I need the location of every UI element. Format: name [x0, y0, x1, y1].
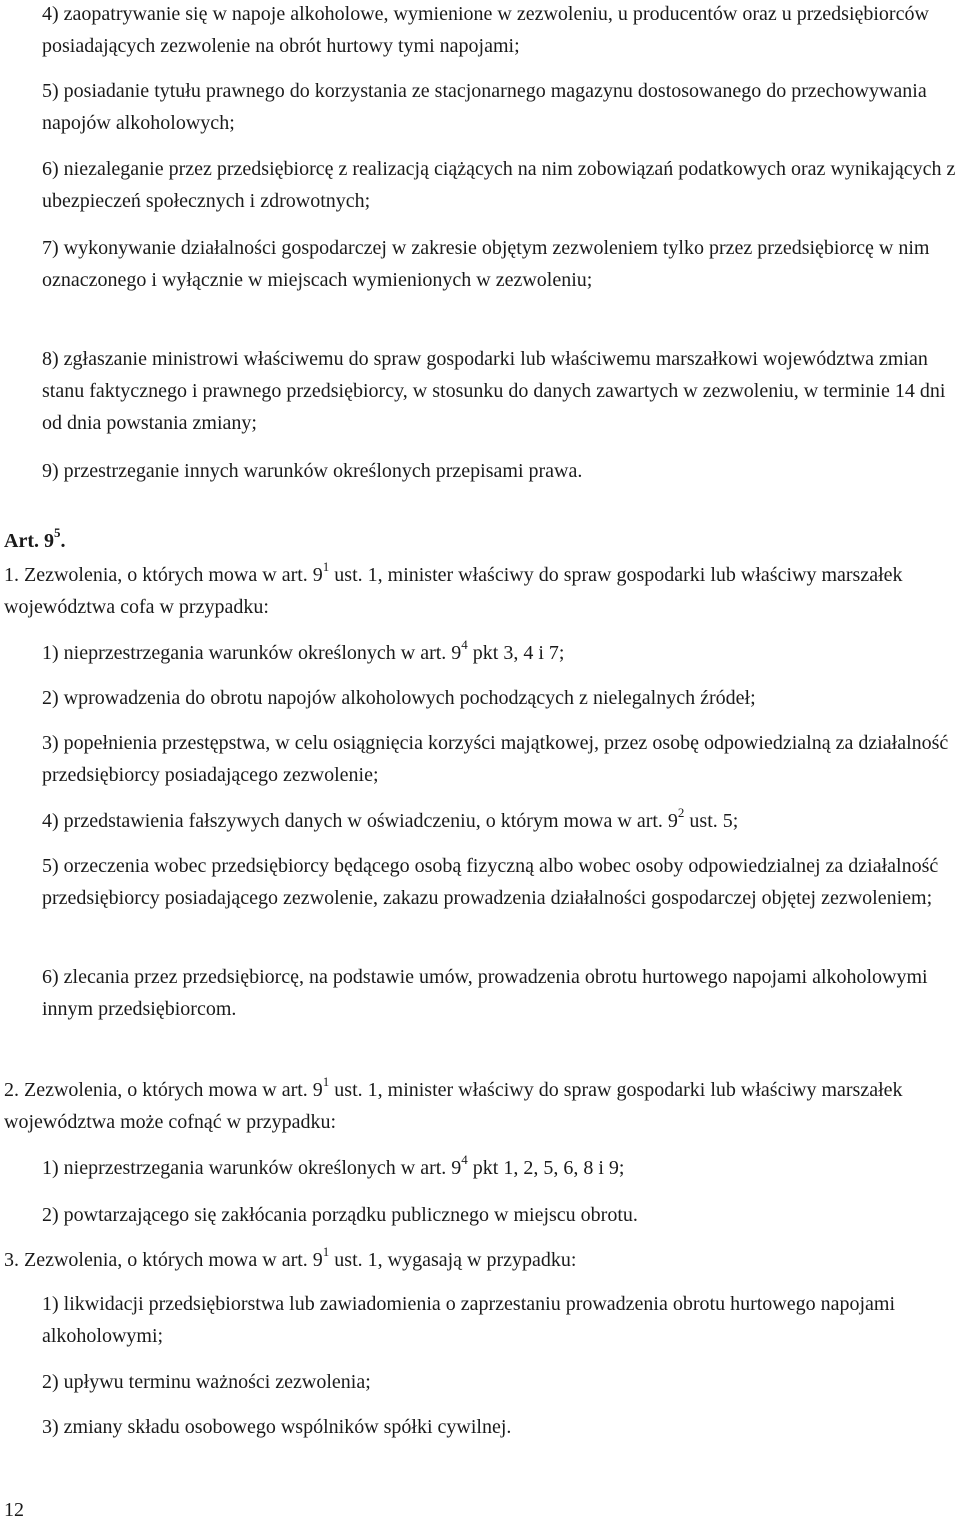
list-item: 5) posiadanie tytułu prawnego do korzystania ze stacjonarnego magazynu dostosowanego do przechowywania napojów alkoholowych;	[42, 80, 927, 134]
section-3-paragraph: 3. Zezwolenia, o których mowa w art. $9^1$ ust. 1, wygasają w przypadku:	[4, 1244, 577, 1271]
list-item: 9) przestrzeganie innych warunków określonych przepisami prawa.	[42, 460, 583, 482]
list-item: 2) upływu terminu ważności zezwolenia;	[42, 1371, 371, 1393]
list-item: 6) niezaleganie przez przedsiębiorcę z realizacją ciążących na nim zobowiązań podatkowych oraz wynikających z ubezpieczeń społecznych i zdrowotnych;	[42, 158, 956, 212]
list-item: 1) likwidacji przedsiębiorstwa lub zawiadomienia o zaprzestaniu prowadzenia obrotu hurtowego napojami alkoholowymi;	[42, 1293, 896, 1347]
list-item: 8) zgłaszanie ministrowi właściwemu do spraw gospodarki lub właściwemu marszałkowi województwa zmian stanu faktycznego i prawnego przedsiębiorcy, w stosunku do danych zawartych w zezwoleniu, w terminie 14 dni od dnia powstania zmiany;	[42, 348, 946, 434]
list-item: 2) wprowadzenia do obrotu napojów alkoholowych pochodzących z nielegalnych źródeł;	[42, 687, 756, 709]
list-item: 1) nieprzestrzegania warunków określonych w art. $9^4$ pkt 3, 4 i 7;	[42, 637, 565, 664]
list-item: 4) zaopatrywanie się w napoje alkoholowe, wymienione w zezwoleniu, u producentów oraz u przedsiębiorców posiadających zezwolenie na obrót hurtowy tymi napojami;	[42, 3, 929, 57]
list-item: 1) nieprzestrzegania warunków określonych w art. $9^4$ pkt 1, 2, 5, 6, 8 i 9;	[42, 1152, 625, 1179]
section-1-paragraph: 1. Zezwolenia, o których mowa w art. $9^1$ ust. 1, minister właściwy do spraw gospodarki lub właściwy marszałek województwa cofa w przypadku:	[4, 559, 903, 618]
page-number: 12	[4, 1499, 24, 1521]
list-item: 3) popełnienia przestępstwa, w celu osiągnięcia korzyści majątkowej, przez osobę odpowiedzialną za działalność przedsiębiorcy posiadającego zezwolenie;	[42, 732, 949, 786]
article-heading: Art. $9^5$.	[4, 525, 66, 552]
list-item: 5) orzeczenia wobec przedsiębiorcy będącego osobą fizyczną albo wobec osoby odpowiedzialnej za działalność przedsiębiorcy posiadającego zezwolenie, zakazu prowadzenia działalności gospodarczej objętej zezwoleniem;	[42, 855, 939, 909]
list-item: 7) wykonywanie działalności gospodarczej w zakresie objętym zezwoleniem tylko przez przedsiębiorcę w nim oznaczonego i wyłącznie w miejscach wymienionych w zezwoleniu;	[42, 237, 930, 291]
list-item: 6) zlecania przez przedsiębiorcę, na podstawie umów, prowadzenia obrotu hurtowego napojami alkoholowymi innym przedsiębiorcom.	[42, 966, 928, 1020]
section-2-paragraph: 2. Zezwolenia, o których mowa w art. $9^1$ ust. 1, minister właściwy do spraw gospodarki lub właściwy marszałek województwa może cofnąć w przypadku:	[4, 1074, 903, 1133]
list-item: 2) powtarzającego się zakłócania porządku publicznego w miejscu obrotu.	[42, 1204, 638, 1226]
list-item: 3) zmiany składu osobowego wspólników spółki cywilnej.	[42, 1416, 512, 1438]
list-item: 4) przedstawienia fałszywych danych w oświadczeniu, o którym mowa w art. $9^2$ ust. 5;	[42, 805, 739, 832]
